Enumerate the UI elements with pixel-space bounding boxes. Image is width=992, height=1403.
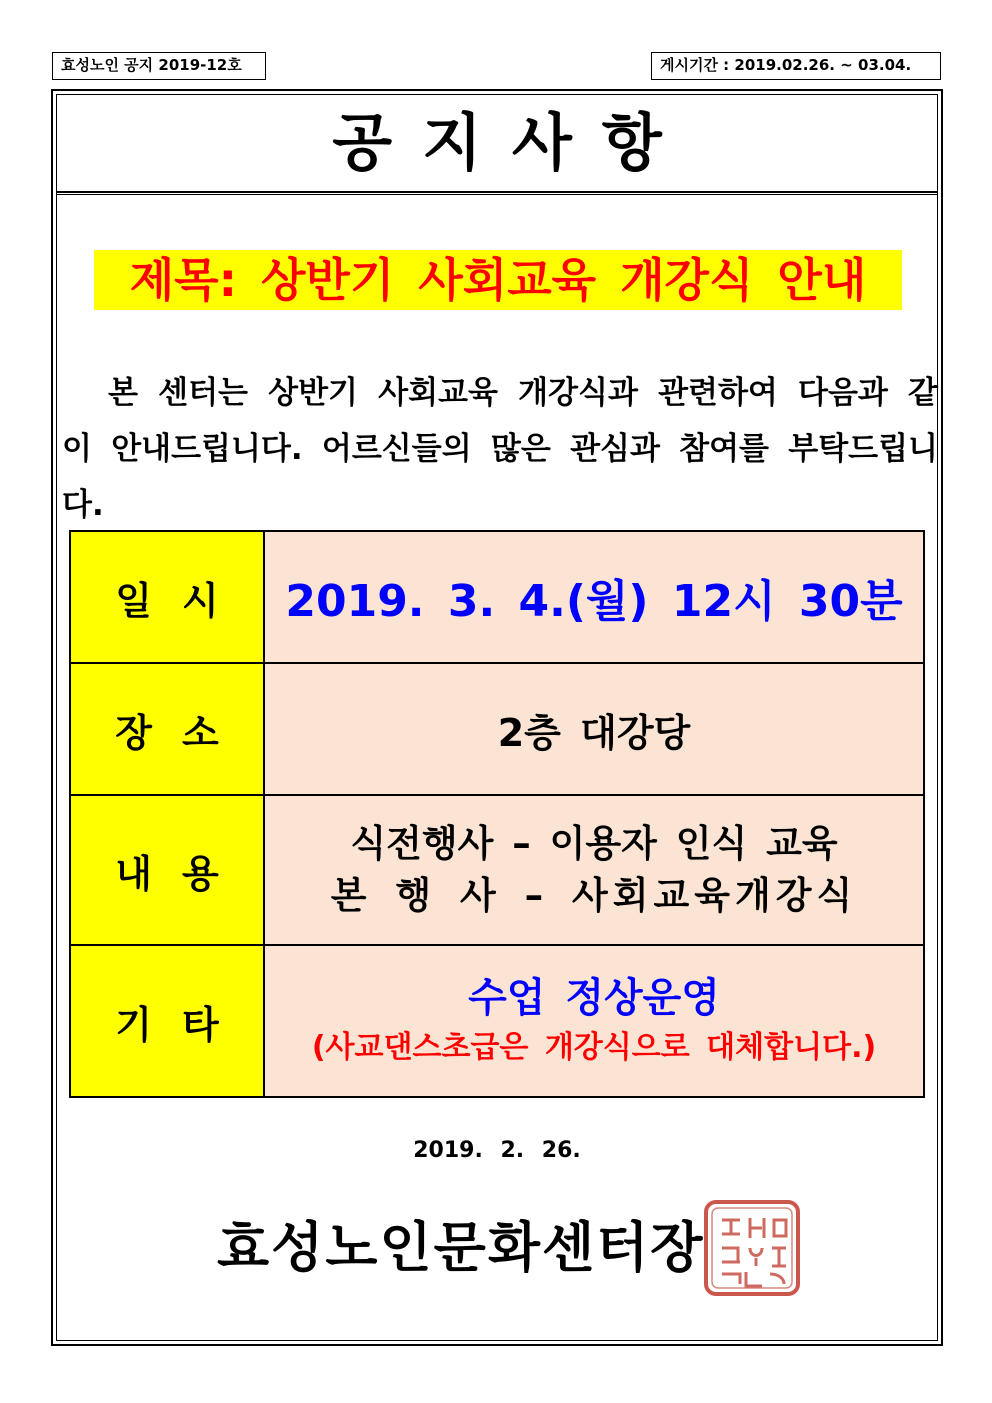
etc-sub-text: (사교댄스초급은 개강식으로 대체합니다.) — [311, 1030, 877, 1065]
issued-date: 2019. 2. 26. — [413, 1138, 581, 1163]
title-divider — [57, 194, 937, 195]
event-place: 2층 대강당 — [497, 710, 691, 755]
title-box — [57, 95, 937, 193]
signature-title: 효성노인문화센터장 — [217, 1216, 705, 1279]
table-row-place — [70, 663, 924, 795]
notice-inner-frame — [56, 94, 938, 1341]
intro-paragraph: 본 센터는 상반기 사회교육 개강식과 관련하여 다음과 같이 안내드립니다. 어르신들의 많은 관심과 참여를 부탁드립니다. — [62, 375, 938, 523]
official-seal-icon — [702, 1198, 802, 1298]
value-content-cell — [264, 795, 924, 945]
table-row-date — [70, 531, 924, 663]
notice-frame — [51, 89, 943, 1346]
content-line-2: 본 행 사 – 사회교육개강식 — [330, 874, 858, 917]
info-table — [69, 530, 925, 1098]
notice-number: 효성노인 공지 2019-12호 — [52, 52, 266, 80]
label-content: 내용 — [70, 795, 264, 945]
subject-heading: 제목: 상반기 사회교육 개강식 안내 — [94, 250, 902, 310]
etc-main-text: 수업 정상운영 — [468, 975, 720, 1021]
page-title: 공지사항 — [332, 106, 692, 179]
event-date: 2019. 3. 4.(월) 12시 30분 — [285, 576, 903, 627]
content-line-1: 식전행사 – 이용자 인식 교육 — [350, 822, 838, 865]
value-place-cell — [264, 663, 924, 795]
table-row-content — [70, 795, 924, 945]
value-etc-cell — [264, 945, 924, 1097]
label-date: 일시 — [70, 531, 264, 663]
label-etc: 기타 — [70, 945, 264, 1097]
posting-period: 게시기간 : 2019.02.26. ~ 03.04. — [651, 52, 941, 80]
table-row-etc — [70, 945, 924, 1097]
value-date-cell — [264, 531, 924, 663]
label-place: 장소 — [70, 663, 264, 795]
